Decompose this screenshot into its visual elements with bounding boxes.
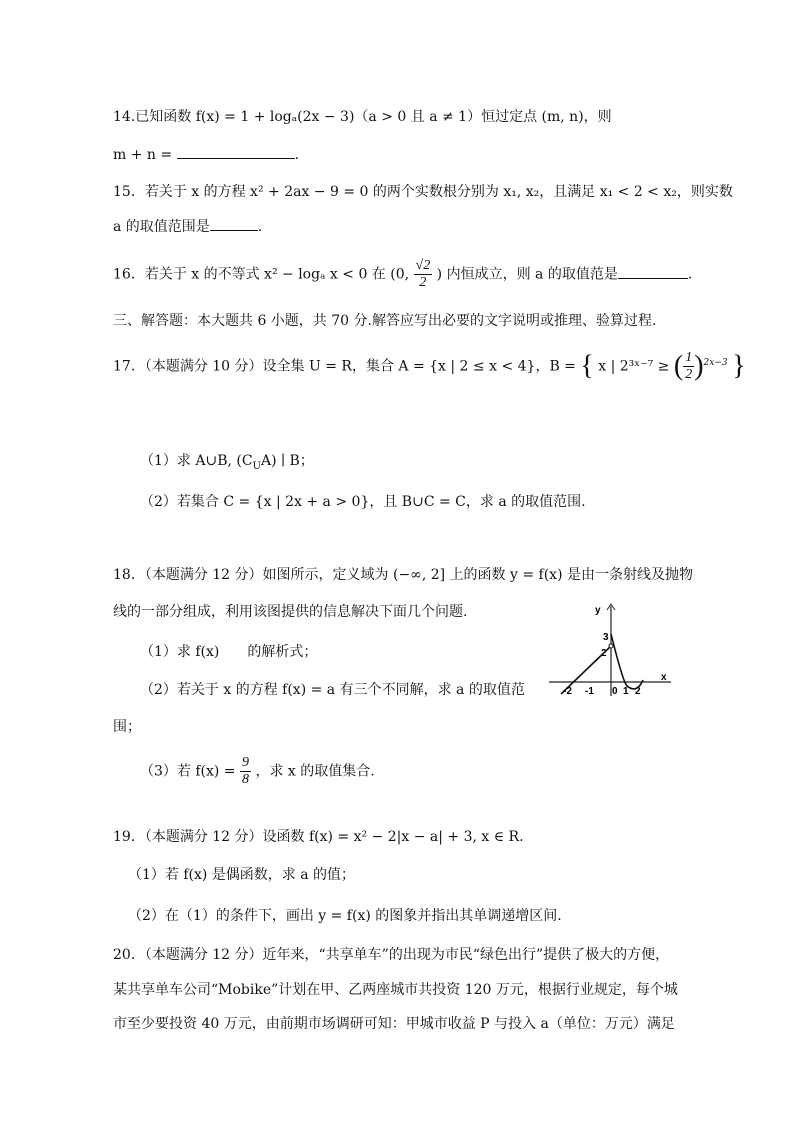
q18-part3: （3）若 f(x) = $\frac{9}{8}$ ，求 x 的取值集合.	[140, 755, 375, 787]
q17-part2: （2）若集合 C = {x | 2x + a > 0}，且 B∪C = C，求 a 的取值范围.	[140, 494, 586, 510]
q17-fraction: $\frac{1}{2}$	[685, 350, 693, 382]
q18-line2: 线的一部分组成，利用该图提供的信息解决下面几个问题.	[113, 604, 468, 620]
q15-answer-label: a 的取值范围是	[113, 219, 210, 235]
q15-line1: 15．若关于 x 的方程 x² + 2ax − 9 = 0 的两个实数根分别为 x₁, x₂，且满足 x₁ < 2 < x₂，则实数	[113, 184, 733, 200]
x-tick-neg1: -1	[585, 686, 594, 697]
q17-exponent: 2x−3	[703, 357, 728, 368]
q16-post: ) 内恒成立，则 a 的取值范是	[436, 266, 618, 283]
q15-answer-blank	[210, 216, 258, 231]
open-endpoint	[609, 644, 613, 648]
x-tick-2: 2	[635, 686, 641, 697]
q18-fraction: $\frac{9}{8}$	[242, 755, 249, 787]
q20-line1: 20．（本题满分 12 分）近年来，“共享单车”的出现为市民“绿色出行”提供了极大的方便，	[113, 947, 670, 963]
q18-function-graph	[545, 598, 675, 698]
x-axis-label: x	[661, 672, 667, 683]
y-tick-2: 2	[601, 648, 607, 659]
x-tick-0: 0	[612, 686, 618, 697]
x-tick-neg2: -2	[563, 686, 572, 697]
y-tick-3: 3	[603, 632, 609, 643]
q18-part1: （1）求 f(x) 的解析式；	[140, 644, 318, 660]
q18-line1: 18．（本题满分 12 分）如图所示，定义域为 (−∞, 2] 上的函数 y = f(x) 是由一条射线及抛物	[113, 567, 693, 583]
q17-header: 17．（本题满分 10 分）设全集 U = R，集合 A = {x | 2 ≤ x < 4}，B = { x | 2³ˣ⁻⁷ ≥ ( $\frac{1}{2}$ )$^{2x-3}$ }	[113, 350, 746, 382]
q14-line1: 14.已知函数 f(x) = 1 + logₐ(2x − 3)（a > 0 且 a ≠ 1）恒过定点 (m, n)，则	[113, 109, 612, 125]
q17-part1: （1）求 A∪B, $(C_UA)$ ∣ B；	[140, 453, 314, 472]
q16-fraction: $\frac{√2}{2}$	[415, 258, 431, 290]
q19-part2: （2）在（1）的条件下，画出 y = f(x) 的图象并指出其单调递增区间.	[128, 908, 562, 924]
q16-line	[113, 258, 692, 291]
q14-end: .	[294, 147, 300, 163]
q16-end: .	[687, 266, 693, 283]
q17-head: 17．（本题满分 10 分）设全集 U = R，集合 A = {x | 2 ≤ x < 4}，B =	[113, 358, 581, 375]
parabola-arc	[611, 634, 643, 689]
q16-pre: 16．若关于 x 的不等式 x² − logₐ x < 0 在 (0,	[113, 266, 410, 283]
section3-heading: 三、解答题：本大题共 6 小题，共 70 分.解答应写出必要的文字说明或推理、验算过程.	[113, 313, 657, 329]
q19-part1: （1）若 f(x) 是偶函数，求 a 的值；	[128, 867, 356, 883]
q19-line1: 19．（本题满分 12 分）设函数 f(x) = x² − 2|x − a| + 3, x ∈ R.	[113, 829, 524, 845]
q14-line2	[113, 144, 299, 166]
q20-line3: 市至少要投资 40 万元，由前期市场调研可知：甲城市收益 P 与投入 a（单位：万元）满足	[113, 1016, 675, 1032]
y-axis-label: y	[595, 605, 601, 616]
q18-part2: （2）若关于 x 的方程 f(x) = a 有三个不同解，求 a 的取值范	[140, 682, 525, 698]
q15-end: .	[257, 219, 263, 235]
x-tick-1: 1	[623, 686, 629, 697]
q14-answer-label: m + n =	[113, 147, 177, 163]
q18-part2-cont: 围；	[113, 719, 141, 735]
q16-answer-blank	[618, 264, 688, 279]
q15-line2	[113, 216, 262, 238]
q14-answer-blank	[177, 144, 295, 159]
q17-set-b: x | 2³ˣ⁻⁷ ≥	[598, 358, 674, 375]
q20-line2: 某共享单车公司“Mobike”计划在甲、乙两座城市共投资 120 万元，根据行业规定，每个城	[113, 982, 678, 998]
